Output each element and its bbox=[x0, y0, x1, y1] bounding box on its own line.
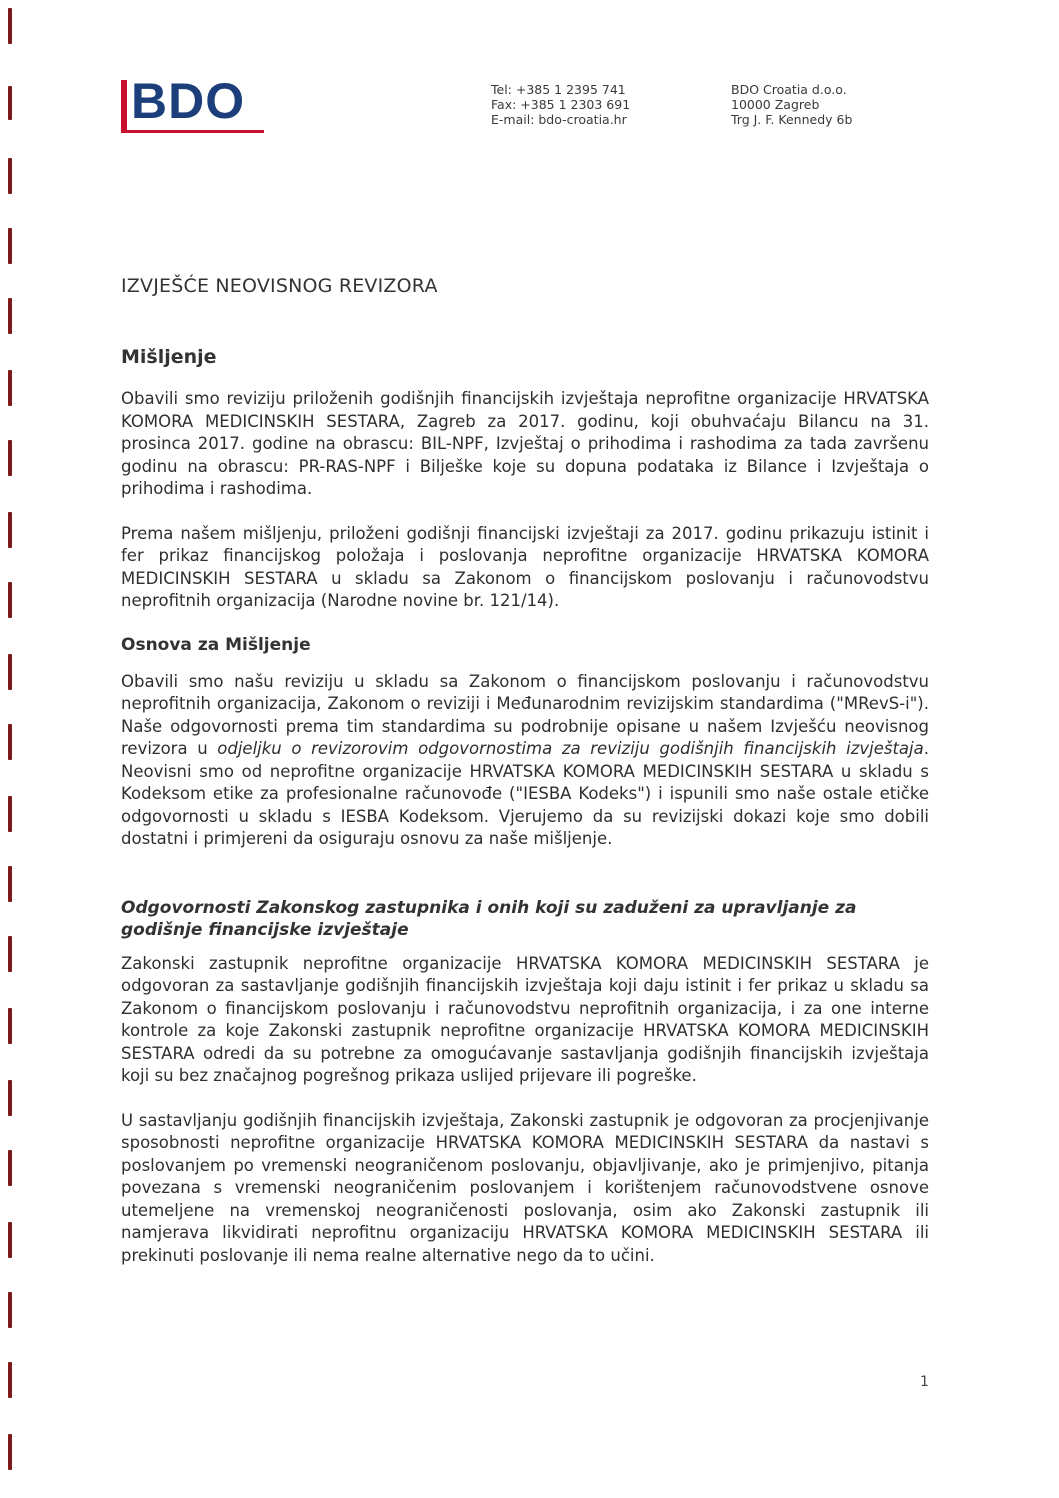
binding-mark bbox=[8, 1080, 12, 1116]
binding-mark bbox=[8, 228, 12, 264]
page-number: 1 bbox=[920, 1374, 929, 1390]
address-block bbox=[731, 82, 852, 127]
contact-block bbox=[491, 82, 630, 127]
responsibilities-paragraph-1: Zakonski zastupnik neprofitne organizacije HRVATSKA KOMORA MEDICINSKIH SESTARA je odgovoran za sastavljanje godišnjih financijskih izvještaja koji daju istinit i fer prikaz u skladu sa Zakonom o financijskom poslovanju i računovodstvu neprofitnih organizacija, i za one interne kontrole za koje Zakonski zastupnik neprofitne organizacije HRVATSKA KOMORA MEDICINSKIH SESTARA odredi da su potrebne za omogućavanje sastavljanja godišnjih financijskih izvještaja koji su bez značajnog pogrešnog prikaza uslijed prijevare ili pogreške. bbox=[121, 953, 929, 1085]
binding-mark bbox=[8, 440, 12, 476]
binding-mark bbox=[8, 866, 12, 902]
binding-mark bbox=[8, 370, 12, 406]
opinion-paragraph-1: Obavili smo reviziju priloženih godišnjih financijskih izvještaja neprofitne organizacije HRVATSKA KOMORA MEDICINSKIH SESTARA, Zagreb za 2017. godinu, koji obuhvaćaju Bilancu na 31. prosinca 2017. godine na obrascu: BIL-NPF, Izvještaj o prihodima i rashodima za tada završenu godinu na obrascu: PR-RAS-NPF i Bilješke koje su dopuna podataka iz Bilance i Izvještaja o prihodima i rashodima. bbox=[121, 389, 929, 498]
responsibilities-heading: Odgovornosti Zakonskog zastupnika i onih koji su zaduženi za upravljanje za godišnje financijske izvještaje bbox=[121, 897, 857, 940]
binding-mark bbox=[8, 1292, 12, 1328]
opinion-heading: Mišljenje bbox=[121, 346, 217, 368]
responsibilities-paragraph-2: U sastavljanju godišnjih financijskih izvještaja, Zakonski zastupnik je odgovoran za procjenjivanje sposobnosti neprofitne organizacije HRVATSKA KOMORA MEDICINSKIH SESTARA da nastavi s poslovanjem po vremenski neograničenom poslovanju, objavljivanje, ako je primjenjivo, pitanja povezana s vremenski neograničenim poslovanjem i korištenjem računovodstvene osnove utemeljene na vremenskoj neograničenosti poslovanja, osim ako Zakonski zastupnik ili namjerava likvidirati neprofitnu organizaciju HRVATSKA KOMORA MEDICINSKIH SESTARA ili prekinuti poslovanje ili nema realne alternative nego da to učini. bbox=[121, 1110, 929, 1265]
binding-mark bbox=[8, 512, 12, 548]
binding-mark bbox=[8, 1362, 12, 1398]
binding-mark bbox=[8, 654, 12, 690]
contact-tel: Tel: +385 1 2395 741 bbox=[491, 82, 626, 97]
binding-mark bbox=[8, 298, 12, 334]
contact-email: E-mail: bdo-croatia.hr bbox=[491, 112, 627, 127]
binding-mark bbox=[8, 1150, 12, 1186]
binding-mark bbox=[8, 86, 12, 120]
contact-fax: Fax: +385 1 2303 691 bbox=[491, 97, 631, 112]
address-company: BDO Croatia d.o.o. bbox=[731, 82, 847, 97]
address-street: Trg J. F. Kennedy 6b bbox=[731, 112, 853, 127]
basis-paragraph bbox=[121, 671, 929, 851]
binding-mark bbox=[8, 1008, 12, 1044]
opinion-paragraph-2: Prema našem mišljenju, priloženi godišnji financijski izvještaji za 2017. godinu prikazuju istinit i fer prikaz financijskog položaja i poslovanja neprofitne organizacije HRVATSKA KOMORA MEDICINSKIH SESTARA u skladu sa Zakonom o financijskom poslovanju i računovodstvu neprofitnih organizacija (Narodne novine br. 121/14). bbox=[121, 523, 929, 610]
logo-text: BDO bbox=[131, 73, 246, 129]
binding-mark bbox=[8, 724, 12, 760]
binding-marks bbox=[8, 0, 14, 1498]
document-title: IZVJEŠĆE NEOVISNOG REVIZORA bbox=[121, 275, 438, 297]
logo-underline bbox=[121, 130, 264, 133]
basis-text-a: Obavili smo našu reviziju u skladu sa Zakonom o financijskom poslovanju i računovodstvu neprofitnih organizacija, Zakonom o reviziji i Međunarodnim revizijskim standardima ("MRevS-i"). Naše odgovornosti prema tim standardima su podrobnije opisane u našem Izvješću neovisnog revizora u bbox=[121, 671, 929, 758]
binding-mark bbox=[8, 1222, 12, 1258]
basis-text-emphasis: odjeljku o revizorovim odgovornostima za reviziju godišnjih financijskih izvještaja bbox=[217, 739, 924, 758]
binding-mark bbox=[8, 796, 12, 832]
logo-red-bar bbox=[121, 80, 127, 130]
binding-mark bbox=[8, 158, 12, 194]
basis-heading: Osnova za Mišljenje bbox=[121, 634, 311, 655]
bdo-logo bbox=[121, 73, 271, 134]
basis-text-b: . Neovisni smo od neprofitne organizacije HRVATSKA KOMORA MEDICINSKIH SESTARA u skladu s Kodeksom etike za profesionalne računovođe ("IESBA Kodeks") i ispunili smo naše ostale etičke odgovornosti u skladu s IESBA Kodeksom. Vjerujemo da su revizijski dokazi koje smo dobili dostatni i primjereni da osiguraju osnovu za naše mišljenje. bbox=[121, 739, 929, 848]
document-content bbox=[121, 275, 929, 1289]
binding-mark bbox=[8, 8, 12, 44]
section-spacer bbox=[121, 873, 929, 897]
binding-mark bbox=[8, 582, 12, 618]
binding-mark bbox=[8, 936, 12, 972]
binding-mark bbox=[8, 1434, 12, 1470]
address-city: 10000 Zagreb bbox=[731, 97, 820, 112]
